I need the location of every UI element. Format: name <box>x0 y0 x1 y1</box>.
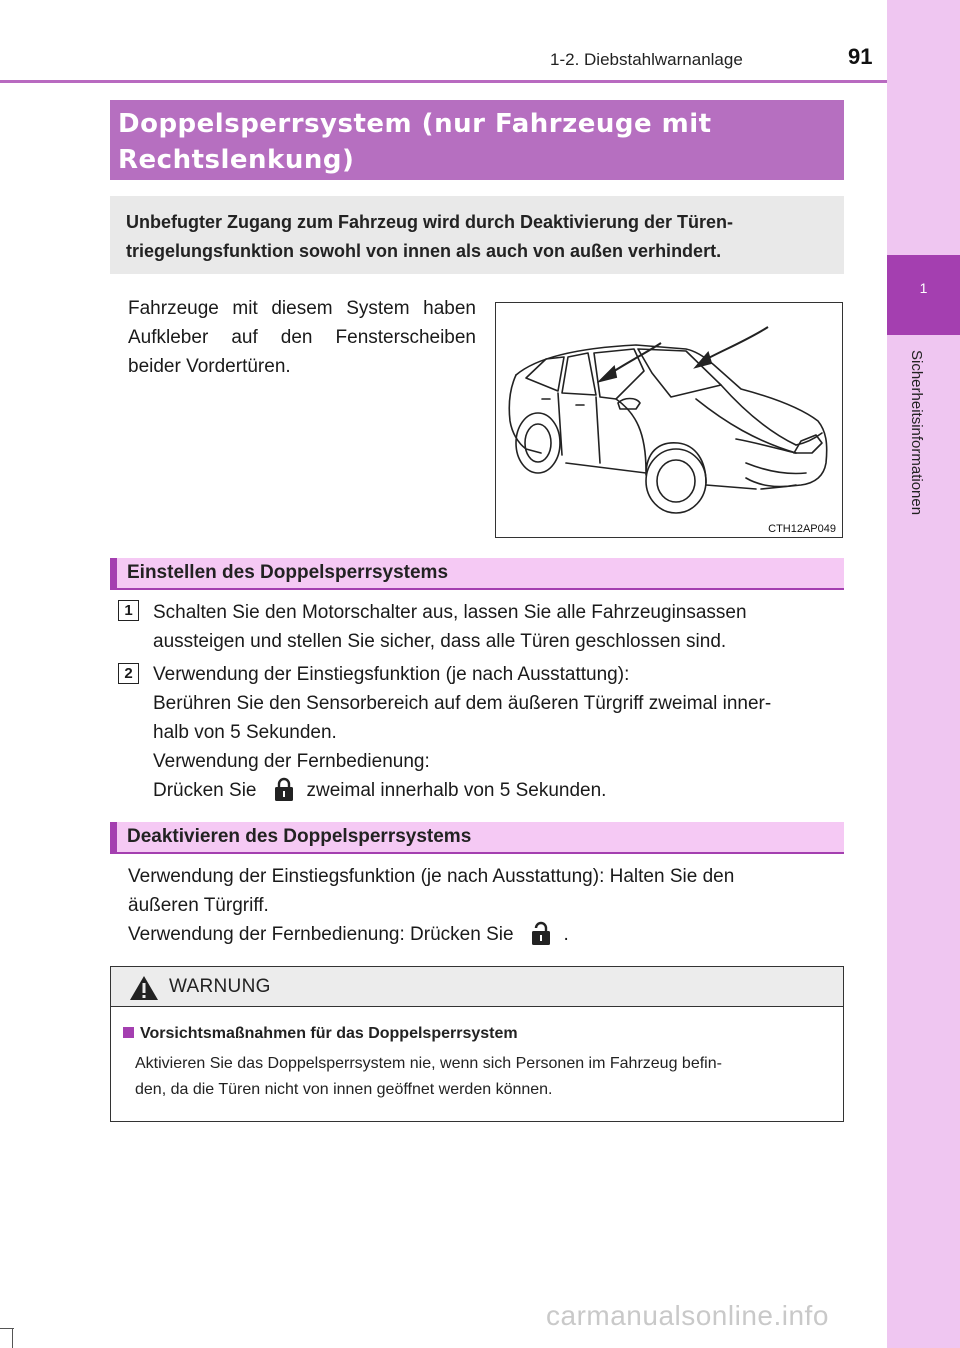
car-drawing <box>496 303 842 537</box>
chapter-number: 1 <box>919 280 928 296</box>
step-2-line-4: Verwendung der Fernbedienung: <box>153 751 430 772</box>
page-title-line-1: Doppelsperrsystem (nur Fahrzeuge mit <box>118 109 712 139</box>
step-1-line-2: aussteigen und stellen Sie sicher, dass alle Türen geschlossen sind. <box>153 631 727 652</box>
warning-box <box>110 966 844 1122</box>
car-illustration <box>495 302 843 538</box>
page-title-line-2: Rechtslenkung) <box>118 145 355 175</box>
chapter-side-bar <box>887 0 960 1348</box>
deactivating-line-3-start: Verwendung der Fernbedienung: Drücken Sie <box>128 924 514 945</box>
warning-triangle-icon <box>129 975 159 1001</box>
warning-body <box>135 1051 831 1103</box>
step-2-badge: 2 <box>118 663 139 684</box>
deactivating-text <box>128 862 839 949</box>
deactivating-line-2: äußeren Türgriff. <box>128 895 269 916</box>
step-2-line-2: Berühren Sie den Sensorbereich auf dem äußeren Türgriff zweimal inner- <box>153 693 772 714</box>
unlock-icon <box>528 920 554 946</box>
warning-body-line-2: den, da die Türen nicht von innen geöffnet werden können. <box>135 1081 553 1098</box>
deactivating-heading <box>110 822 844 854</box>
step-1-text <box>153 598 839 656</box>
intro-paragraph: Fahrzeuge mit diesem System haben Aufkleber auf den Fensterscheiben beider Vordertüren. <box>128 298 476 377</box>
step-2-line-5-end: zweimal innerhalb von 5 Sekunden. <box>306 780 607 801</box>
page-number: 91 <box>848 44 873 69</box>
setting-heading-text: Einstellen des Doppelsperrsystems <box>127 562 449 583</box>
step-1-badge: 1 <box>118 600 139 621</box>
deactivating-heading-text: Deaktivieren des Doppelsperrsystems <box>127 826 472 847</box>
chapter-label: Sicherheitsinformationen <box>908 350 925 516</box>
page-title-box <box>110 100 844 180</box>
warning-body-line-1: Aktivieren Sie das Doppelsperrsystem nie, wenn sich Personen im Fahrzeug befin- <box>135 1055 722 1072</box>
summary-line-1: Unbefugter Zugang zum Fahrzeug wird durch Deaktivierung der Türen- <box>126 212 734 232</box>
step-1-line-1: Schalten Sie den Motorschalter aus, lassen Sie alle Fahrzeuginsassen <box>153 602 747 623</box>
deactivating-line-3 <box>128 920 839 949</box>
step-2-line-5-start: Drücken Sie <box>153 780 257 801</box>
summary-box <box>110 196 844 274</box>
lock-icon <box>271 776 297 802</box>
warning-header <box>111 967 843 1007</box>
summary-line-2: triegelungsfunktion sowohl von innen als auch von außen verhindert. <box>126 241 722 261</box>
deactivating-line-3-end: . <box>563 924 569 945</box>
watermark: carmanualsonline.info <box>546 1300 829 1331</box>
warning-title: WARNUNG <box>169 976 271 997</box>
deactivating-line-1: Verwendung der Einstiegsfunktion (je nach Ausstattung): Halten Sie den <box>128 866 735 887</box>
crop-mark <box>12 1328 13 1348</box>
warning-subheading <box>123 1025 518 1043</box>
section-title: 1-2. Diebstahlwarnanlage <box>550 50 743 69</box>
header-rule <box>0 80 887 83</box>
step-2-line-1: Verwendung der Einstiegsfunktion (je nach Ausstattung): <box>153 664 630 685</box>
crop-mark <box>0 1328 14 1329</box>
bullet-square-icon <box>123 1027 134 1038</box>
figure-code: CTH12AP049 <box>768 523 836 535</box>
step-2-line-3: halb von 5 Sekunden. <box>153 722 337 743</box>
setting-heading <box>110 558 844 590</box>
warning-subheading-text: Vorsichtsmaßnahmen für das Doppelsperrsystem <box>140 1025 518 1042</box>
step-2-line-5 <box>153 776 839 805</box>
step-2-text <box>153 660 839 805</box>
